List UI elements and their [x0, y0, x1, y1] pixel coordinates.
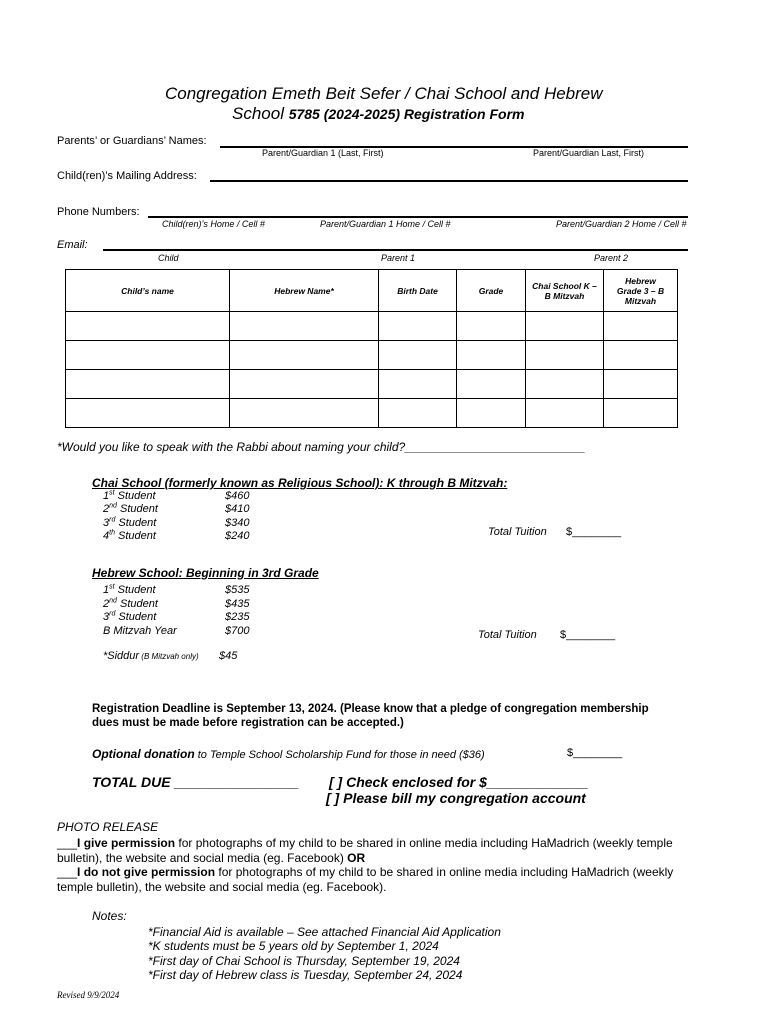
col-hebrew-grade: Hebrew Grade 3 – B Mitzvah [604, 270, 678, 312]
col-chai-school: Chai School K – B Mitzvah [526, 270, 604, 312]
hebrew-total-blank[interactable]: $________ [560, 629, 616, 641]
deadline-line2: dues must be made before registration can be accepted.) [92, 717, 404, 729]
chai-price-2: $410 [225, 503, 250, 515]
photo-give-line2: bulletin), the website and social media (eg. Facebook) OR [57, 851, 366, 865]
phone-sub3: Parent/Guardian 2 Home / Cell # [556, 219, 687, 229]
check-enclosed[interactable]: [ ] Check enclosed for $_____________ [329, 774, 589, 790]
chai-total-label: Total Tuition [488, 526, 547, 538]
email-sub1: Child [158, 253, 179, 263]
hebrew-price-3: $235 [225, 611, 250, 623]
chai-row-4: 4th Student [103, 529, 156, 542]
note-item-1: *Financial Aid is available – See attached Financial Aid Application [148, 925, 501, 939]
hebrew-row-4: B Mitzvah Year [103, 625, 177, 637]
hebrew-price-4: $700 [225, 625, 250, 637]
col-grade: Grade [457, 270, 526, 312]
phone-line[interactable] [148, 216, 688, 218]
chai-row-2: 2nd Student [103, 502, 158, 515]
form-title-line2 [232, 104, 524, 124]
donation-blank[interactable]: $________ [567, 747, 623, 759]
phone-sub2: Parent/Guardian 1 Home / Cell # [320, 219, 451, 229]
donation-line: Optional donation to Temple School Scholarship Fund for those in need ($36) [92, 747, 485, 761]
chai-heading: Chai School (formerly known as Religious School): K through B Mitzvah: [92, 476, 508, 490]
hebrew-row-2: 2nd Student [103, 597, 158, 610]
col-hebrew-name: Hebrew Name* [230, 270, 379, 312]
note-item-2: *K students must be 5 years old by September 1, 2024 [148, 939, 439, 953]
address-line[interactable] [210, 180, 688, 182]
total-due[interactable]: TOTAL DUE ________________ [92, 774, 300, 790]
parents-sub1: Parent/Guardian 1 (Last, First) [262, 148, 384, 158]
chai-price-4: $240 [225, 530, 250, 542]
photo-deny-line2: temple bulletin), the website and social media (eg. Facebook). [57, 880, 387, 894]
note-item-3: *First day of Chai School is Thursday, September 19, 2024 [148, 954, 460, 968]
table-row[interactable] [66, 312, 678, 341]
photo-deny-line1[interactable]: ___I do not give permission for photographs of my child to be shared in online media including HaMadrich (weekly [57, 865, 674, 879]
revised-date: Revised 9/9/2024 [57, 990, 120, 1000]
hebrew-row-3: 3rd Student [103, 610, 157, 623]
parents-sub2: Parent/Guardian Last, First) [533, 148, 645, 158]
chai-row-3: 3rd Student [103, 516, 157, 529]
table-row[interactable] [66, 341, 678, 370]
note-item-4: *First day of Hebrew class is Tuesday, September 24, 2024 [148, 968, 463, 982]
chai-price-3: $340 [225, 517, 250, 529]
table-header-row [66, 270, 678, 312]
hebrew-price-2: $435 [225, 598, 250, 610]
email-sub3: Parent 2 [594, 253, 629, 263]
title-school: School [232, 104, 289, 123]
col-child-name: Child’s name [66, 270, 230, 312]
table-row[interactable] [66, 370, 678, 399]
rabbi-question[interactable]: *Would you like to speak with the Rabbi about naming your child?___________________________ [57, 440, 586, 454]
deadline-line1: Registration Deadline is September 13, 2024. (Please know that a pledge of congregation membership [92, 703, 649, 715]
photo-give-line1[interactable]: ___I give permission for photographs of my child to be shared in online media including HaMadrich (weekly temple [57, 836, 673, 850]
email-sub2: Parent 1 [381, 253, 416, 263]
address-label: Child(ren)’s Mailing Address: [57, 170, 197, 182]
hebrew-price-1: $535 [225, 584, 250, 596]
siddur-price: $45 [219, 650, 238, 662]
notes-label: Notes: [92, 909, 127, 923]
form-title-line1: Congregation Emeth Beit Sefer / Chai School and Hebrew [165, 84, 603, 103]
hebrew-total-label: Total Tuition [478, 629, 537, 641]
siddur-line: *Siddur (B Mitzvah only) [103, 650, 199, 662]
phone-sub1: Child(ren)’s Home / Cell # [162, 219, 265, 229]
hebrew-heading: Hebrew School: Beginning in 3rd Grade [92, 566, 319, 580]
table-row[interactable] [66, 399, 678, 428]
phone-label: Phone Numbers: [57, 206, 140, 218]
photo-heading: PHOTO RELEASE [57, 820, 159, 834]
email-label: Email: [57, 239, 88, 251]
children-table [65, 269, 678, 428]
bill-account[interactable]: [ ] Please bill my congregation account [326, 790, 586, 806]
parents-label: Parents’ or Guardians’ Names: [57, 135, 207, 147]
chai-row-1: 1st Student [103, 489, 156, 502]
email-line[interactable] [103, 249, 688, 251]
chai-price-1: $460 [225, 490, 250, 502]
col-birth-date: Birth Date [379, 270, 457, 312]
title-year-form: 5785 (2024-2025) Registration Form [288, 106, 525, 122]
hebrew-row-1: 1st Student [103, 583, 156, 596]
chai-total-blank[interactable]: $________ [566, 526, 622, 538]
